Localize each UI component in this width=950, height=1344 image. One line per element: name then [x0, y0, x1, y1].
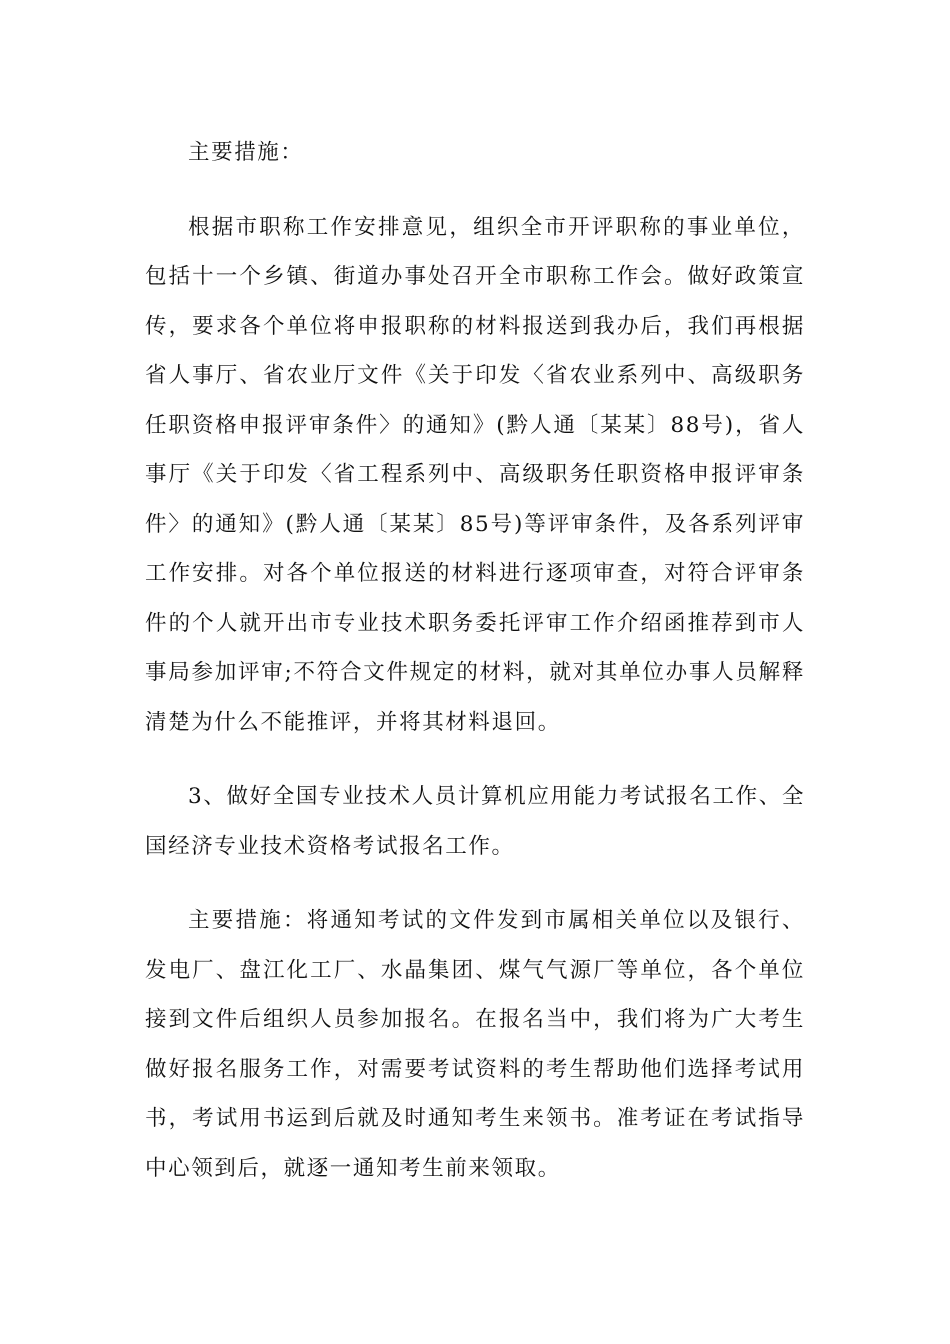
- paragraph-exam-registration: 3、做好全国专业技术人员计算机应用能力考试报名工作、全国经济专业技术资格考试报名工作。: [145, 784, 805, 859]
- paragraph-exam-measures: 主要措施：将通知考试的文件发到市属相关单位以及银行、发电厂、盘江化工厂、水晶集团、煤气气源厂等单位，各个单位接到文件后组织人员参加报名。在报名当中，我们将为广大考生做好报名服务工作，对需要考试资料的考生帮助他们选择考试用书，考试用书运到后就及时通知考生来领书。准考证在考试指导中心领到后，就逐一通知考生前来领取。: [145, 908, 805, 1181]
- paragraph-measures-heading: 主要措施：: [188, 140, 304, 165]
- paragraph-title-evaluation: 根据市职称工作安排意见，组织全市开评职称的事业单位，包括十一个乡镇、街道办事处召开全市职称工作会。做好政策宣传，要求各个单位将申报职称的材料报送到我办后，我们再根据省人事厅、省农业厅文件《关于印发〈省农业系列中、高级职务任职资格申报评审条件〉的通知》(黔人通〔某某〕88号)，省人事厅《关于印发〈省工程系列中、高级职务任职资格申报评审条件〉的通知》(黔人通〔某某〕85号)等评审条件，及各系列评审工作安排。对各个单位报送的材料进行逐项审查，对符合评审条件的个人就开出市专业技术职务委托评审工作介绍函推荐到市人事局参加评审;不符合文件规定的材料，就对其单位办事人员解释清楚为什么不能推评，并将其材料退回。: [145, 214, 805, 735]
- document-body: [145, 128, 805, 1193]
